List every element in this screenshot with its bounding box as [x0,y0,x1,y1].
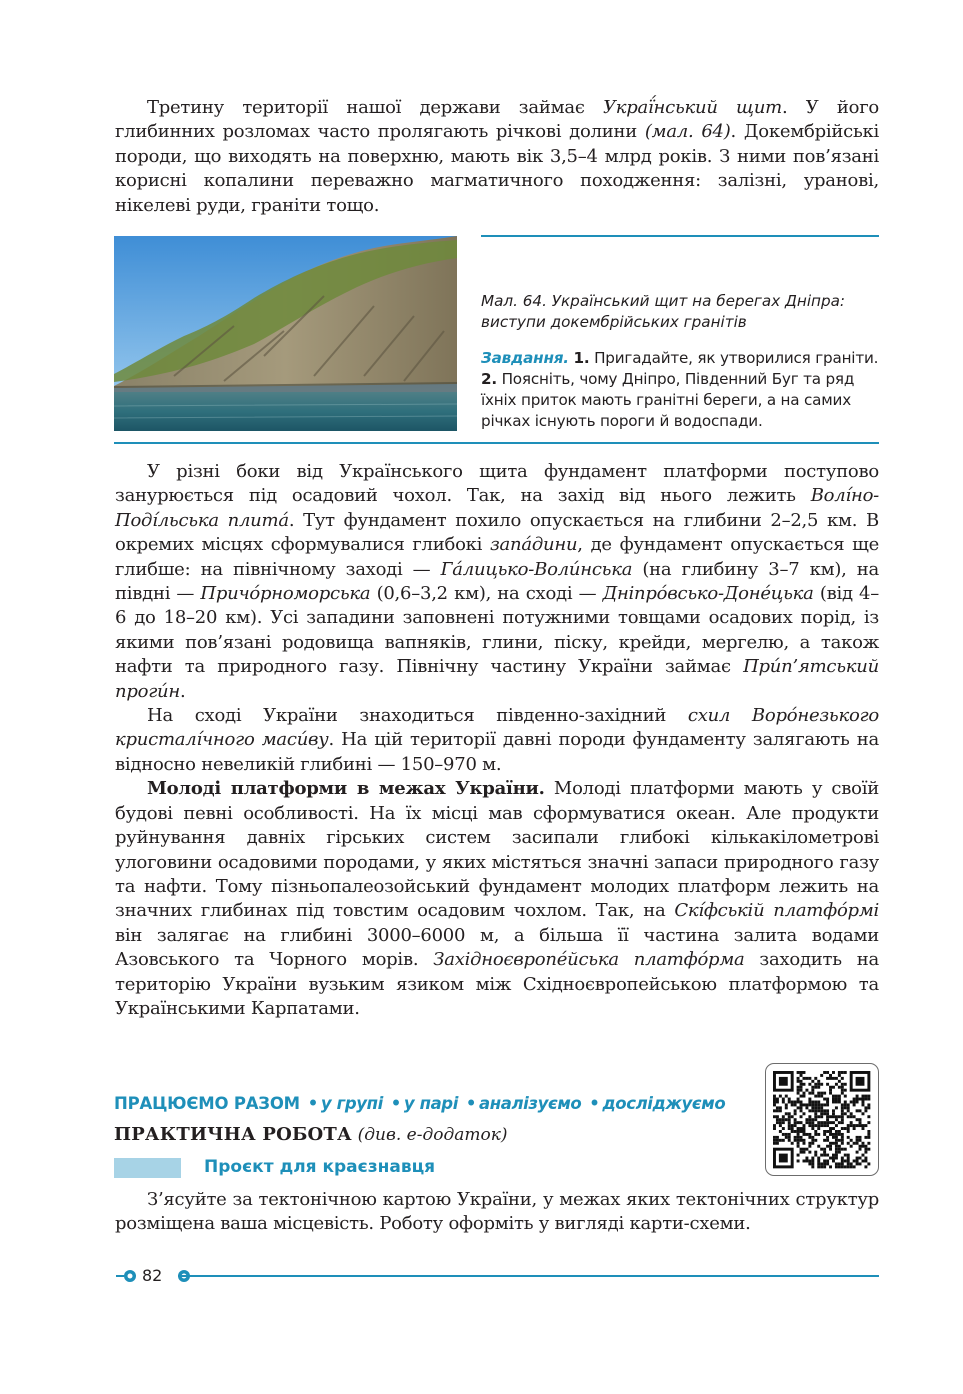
project-accent-bar [114,1158,181,1178]
figure-caption: Мал. 64. Український щит на берегах Дніпра: виступи докембрійських гранітів [481,292,846,331]
paragraph-young-platforms: Молоді платформи в межах України. Молоді платформи мають у своїй будові певні особливості. На їх місці мав сформуватися океан. Але продукти руйнування давніх гірських систем засипали глибокі кількакілометрові улоговини осадовими породами, у яких містяться значні запаси природного газу та нафти. Тому пізньопалеозойський фундамент молодих платформ лежить на значних глибинах під товстим осадовим чохлом. Так, на Скíфській платфóрмі він залягає на глибині 3000–6000 м, а більша її частина залита водами Азовського та Чорного морів. Західноєвропéйська платфóрма заходить на територію України вузьким язиком між Східноєвропейською платформою та Українськими Карпатами. [115,778,879,1019]
project-paragraph: З’ясуйте за тектонічною картою України, у межах яких тектонічних структур розміщена ваша місцевість. Роботу оформіть у вигляді карти-схеми. [115,1189,879,1235]
granite-cliff-image [114,236,457,431]
together-item-group: у групі [320,1094,383,1113]
paragraph-voronezh: На сході України знаходиться південно-західний схил Ворóнезького кристалíчного масúву. На цій території давні породи фундаменту залягають на відносно невеликій глибині — 150–970 м. [115,705,879,775]
figure-top-rule [481,235,879,237]
intro-paragraph: Третину території нашої держави займає Украї́нський щит. У його глибинних розломах часто пролягають річкові долини (мал. 64). Докембрійські породи, що виходять на поверхню, мають вік 3,5–4 млрд років. З ними пов’язані корисні копалини переважно магматичного походження: залізні, уранові, нікелеві руди, граніти тощо. [115,97,880,216]
page-number: 82 [142,1266,163,1285]
qr-code[interactable] [765,1063,879,1176]
figure-bottom-rule [114,442,879,444]
figure-photo [114,236,457,431]
paragraph-foundation: У різні боки від Українського щита фундамент платформи поступово занурюється під осадовий чохол. Так, на захід від нього лежить Волíно-Поді́льська плита́. Тут фундамент похило опускається на глибини 2–2,5 км. В окремих місцях сформувалися глибокі запáдини, де фундамент опускається ще глибше: на північному заході — Гáлицько-Волúнська (на глибину 3–7 км), на півдні — Причóрноморська (0,6–3,2 км), на сході — Дніпрóвсько-Донéцька (від 4–6 до 18–20 км). Усі западини заповнені потужними товщами осадових порід, із якими пов’язані родовища вапняків, глини, піску, крейди, мергелю, а також нафти та природного газу. Північну частину України займає Прúп’ятський прогúн. [115,461,879,702]
working-together-line: ПРАЦЮЄМО РАЗОМ • у групі • у парі • аналізуємо • досліджуємо [114,1094,726,1113]
together-item-pair: у парі [403,1094,458,1113]
page-number-ornament-left-icon [114,1267,144,1285]
body-text [115,460,879,1021]
together-item-analyze: аналізуємо [479,1094,582,1113]
working-together-heading: ПРАЦЮЄМО РАЗОМ [114,1094,300,1113]
project-title: Проєкт для краєзнавця [204,1157,436,1177]
figure-task: Завдання. 1. Пригадайте, як утворилися граніти. 2. Поясніть, чому Дніпро, Південний Буг та ряд їхніх приток мають гранітні береги, а на самих річках існують пороги й водоспади. [481,349,879,430]
practical-work-heading: ПРАКТИЧНА РОБОТА (див. е-додаток) [114,1124,508,1145]
together-item-research: досліджуємо [602,1094,726,1113]
qr-code-icon [766,1064,877,1174]
e-supplement-link[interactable]: (див. е-додаток) [357,1125,508,1145]
footer-rule [178,1275,879,1277]
